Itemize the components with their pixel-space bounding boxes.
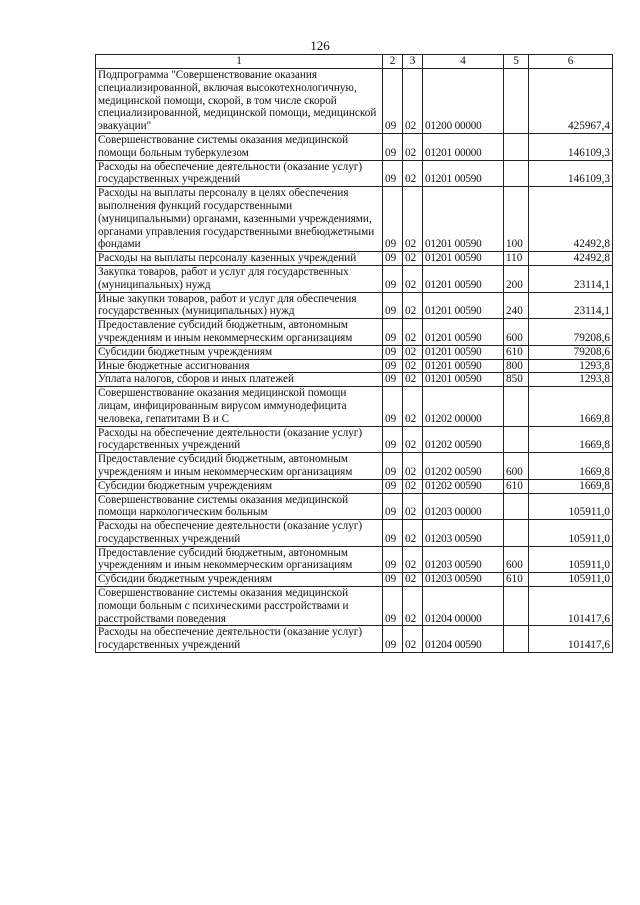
target-article-code: 01201 00590	[423, 265, 504, 292]
subsection-code: 02	[403, 426, 423, 453]
table-row	[96, 292, 613, 319]
table-row	[96, 387, 613, 426]
budget-item-name: Иные закупки товаров, работ и услуг для обеспечения государственных (муниципальных) нужд	[96, 292, 383, 319]
subsection-code: 02	[403, 265, 423, 292]
table-row	[96, 479, 613, 493]
amount-value: 105911,0	[529, 546, 613, 573]
subsection-code: 02	[403, 546, 423, 573]
section-code: 09	[383, 160, 403, 187]
section-code: 09	[383, 252, 403, 266]
expense-type-code	[504, 493, 529, 520]
subsection-code: 02	[403, 587, 423, 626]
table-row	[96, 520, 613, 547]
table-row	[96, 426, 613, 453]
budget-item-name: Расходы на обеспечение деятельности (оказание услуг) государственных учреждений	[96, 426, 383, 453]
target-article-code: 01201 00590	[423, 160, 504, 187]
subsection-code: 02	[403, 319, 423, 346]
target-article-code: 01202 00590	[423, 426, 504, 453]
budget-item-name: Предоставление субсидий бюджетным, автономным учреждениям и иным некоммерческим организациям	[96, 546, 383, 573]
subsection-code: 02	[403, 387, 423, 426]
target-article-code: 01201 00590	[423, 187, 504, 252]
column-header-6: 6	[529, 55, 613, 69]
table-row	[96, 252, 613, 266]
target-article-code: 01203 00590	[423, 520, 504, 547]
budget-item-name: Расходы на обеспечение деятельности (оказание услуг) государственных учреждений	[96, 626, 383, 653]
subsection-code: 02	[403, 133, 423, 160]
table-row	[96, 626, 613, 653]
section-code: 09	[383, 573, 403, 587]
expense-type-code	[504, 387, 529, 426]
expense-type-code	[504, 520, 529, 547]
target-article-code: 01202 00000	[423, 387, 504, 426]
budget-item-name: Подпрограмма "Совершенствование оказания специализированной, включая высокотехнологичную, медицинской помощи, скорой, в том числе скорой специализированной, медицинской помощи, медицинской эвакуации"	[96, 69, 383, 134]
section-code: 09	[383, 426, 403, 453]
header-row	[96, 55, 613, 69]
expense-type-code: 600	[504, 546, 529, 573]
expense-type-code: 610	[504, 479, 529, 493]
column-header-2: 2	[383, 55, 403, 69]
expense-type-code: 240	[504, 292, 529, 319]
section-code: 09	[383, 479, 403, 493]
expense-type-code: 600	[504, 319, 529, 346]
expense-type-code: 850	[504, 373, 529, 387]
section-code: 09	[383, 373, 403, 387]
amount-value: 1669,8	[529, 387, 613, 426]
subsection-code: 02	[403, 373, 423, 387]
table-row	[96, 453, 613, 480]
budget-item-name: Субсидии бюджетным учреждениям	[96, 573, 383, 587]
amount-value: 42492,8	[529, 187, 613, 252]
table-row	[96, 265, 613, 292]
expense-type-code: 100	[504, 187, 529, 252]
amount-value: 105911,0	[529, 520, 613, 547]
table-row	[96, 546, 613, 573]
expense-type-code	[504, 160, 529, 187]
table-row	[96, 359, 613, 373]
section-code: 09	[383, 587, 403, 626]
amount-value: 105911,0	[529, 573, 613, 587]
table-row	[96, 587, 613, 626]
budget-item-name: Предоставление субсидий бюджетным, автономным учреждениям и иным некоммерческим организациям	[96, 319, 383, 346]
amount-value: 105911,0	[529, 493, 613, 520]
expense-type-code	[504, 69, 529, 134]
subsection-code: 02	[403, 520, 423, 547]
section-code: 09	[383, 387, 403, 426]
section-code: 09	[383, 345, 403, 359]
subsection-code: 02	[403, 493, 423, 520]
target-article-code: 01201 00590	[423, 319, 504, 346]
column-header-1: 1	[96, 55, 383, 69]
amount-value: 146109,3	[529, 133, 613, 160]
budget-item-name: Расходы на обеспечение деятельности (оказание услуг) государственных учреждений	[96, 520, 383, 547]
budget-item-name: Расходы на выплаты персоналу казенных учреждений	[96, 252, 383, 266]
amount-value: 1669,8	[529, 453, 613, 480]
budget-item-name: Иные бюджетные ассигнования	[96, 359, 383, 373]
section-code: 09	[383, 187, 403, 252]
page-number: 126	[310, 38, 330, 53]
expense-type-code	[504, 133, 529, 160]
amount-value: 1669,8	[529, 479, 613, 493]
budget-item-name: Совершенствование оказания медицинской помощи лицам, инфицированным вирусом иммунодефицита человека, гепатитами В и С	[96, 387, 383, 426]
subsection-code: 02	[403, 160, 423, 187]
target-article-code: 01204 00000	[423, 587, 504, 626]
target-article-code: 01201 00590	[423, 359, 504, 373]
subsection-code: 02	[403, 573, 423, 587]
budget-table	[95, 54, 613, 653]
budget-item-name: Уплата налогов, сборов и иных платежей	[96, 373, 383, 387]
column-header-5: 5	[504, 55, 529, 69]
budget-item-name: Совершенствование системы оказания медицинской помощи больным с психическими расстройствами и расстройствами поведения	[96, 587, 383, 626]
budget-item-name: Субсидии бюджетным учреждениям	[96, 479, 383, 493]
column-header-4: 4	[423, 55, 504, 69]
expense-type-code	[504, 426, 529, 453]
section-code: 09	[383, 292, 403, 319]
target-article-code: 01203 00590	[423, 573, 504, 587]
table-row	[96, 187, 613, 252]
section-code: 09	[383, 546, 403, 573]
target-article-code: 01201 00590	[423, 292, 504, 319]
amount-value: 23114,1	[529, 292, 613, 319]
amount-value: 146109,3	[529, 160, 613, 187]
target-article-code: 01203 00590	[423, 546, 504, 573]
expense-type-code: 200	[504, 265, 529, 292]
column-header-3: 3	[403, 55, 423, 69]
budget-item-name: Закупка товаров, работ и услуг для государственных (муниципальных) нужд	[96, 265, 383, 292]
table-row	[96, 345, 613, 359]
amount-value: 79208,6	[529, 345, 613, 359]
table-row	[96, 573, 613, 587]
target-article-code: 01201 00590	[423, 373, 504, 387]
target-article-code: 01201 00590	[423, 345, 504, 359]
amount-value: 101417,6	[529, 626, 613, 653]
amount-value: 42492,8	[529, 252, 613, 266]
expense-type-code: 610	[504, 573, 529, 587]
subsection-code: 02	[403, 359, 423, 373]
section-code: 09	[383, 359, 403, 373]
subsection-code: 02	[403, 626, 423, 653]
section-code: 09	[383, 319, 403, 346]
amount-value: 1669,8	[529, 426, 613, 453]
expense-type-code	[504, 587, 529, 626]
target-article-code: 01201 00590	[423, 252, 504, 266]
table-row	[96, 133, 613, 160]
expense-type-code: 610	[504, 345, 529, 359]
target-article-code: 01202 00590	[423, 453, 504, 480]
table-row	[96, 160, 613, 187]
amount-value: 425967,4	[529, 69, 613, 134]
expense-type-code: 600	[504, 453, 529, 480]
amount-value: 79208,6	[529, 319, 613, 346]
budget-item-name: Предоставление субсидий бюджетным, автономным учреждениям и иным некоммерческим организациям	[96, 453, 383, 480]
section-code: 09	[383, 626, 403, 653]
target-article-code: 01202 00590	[423, 479, 504, 493]
section-code: 09	[383, 493, 403, 520]
table-row	[96, 69, 613, 134]
target-article-code: 01204 00590	[423, 626, 504, 653]
subsection-code: 02	[403, 292, 423, 319]
expense-type-code: 110	[504, 252, 529, 266]
section-code: 09	[383, 453, 403, 480]
budget-item-name: Расходы на выплаты персоналу в целях обеспечения выполнения функций государственными (муниципальными) органами, казенными учреждениями, органами управления государственными внебюджетными фондами	[96, 187, 383, 252]
budget-item-name: Субсидии бюджетным учреждениям	[96, 345, 383, 359]
subsection-code: 02	[403, 479, 423, 493]
amount-value: 101417,6	[529, 587, 613, 626]
expense-type-code: 800	[504, 359, 529, 373]
amount-value: 23114,1	[529, 265, 613, 292]
budget-item-name: Совершенствование системы оказания медицинской помощи наркологическим больным	[96, 493, 383, 520]
target-article-code: 01201 00000	[423, 133, 504, 160]
amount-value: 1293,8	[529, 359, 613, 373]
expense-type-code	[504, 626, 529, 653]
target-article-code: 01200 00000	[423, 69, 504, 134]
section-code: 09	[383, 520, 403, 547]
table-row	[96, 373, 613, 387]
table-row	[96, 493, 613, 520]
subsection-code: 02	[403, 453, 423, 480]
subsection-code: 02	[403, 187, 423, 252]
section-code: 09	[383, 265, 403, 292]
budget-item-name: Расходы на обеспечение деятельности (оказание услуг) государственных учреждений	[96, 160, 383, 187]
section-code: 09	[383, 133, 403, 160]
subsection-code: 02	[403, 345, 423, 359]
subsection-code: 02	[403, 69, 423, 134]
section-code: 09	[383, 69, 403, 134]
amount-value: 1293,8	[529, 373, 613, 387]
subsection-code: 02	[403, 252, 423, 266]
target-article-code: 01203 00000	[423, 493, 504, 520]
budget-item-name: Совершенствование системы оказания медицинской помощи больным туберкулезом	[96, 133, 383, 160]
table-row	[96, 319, 613, 346]
